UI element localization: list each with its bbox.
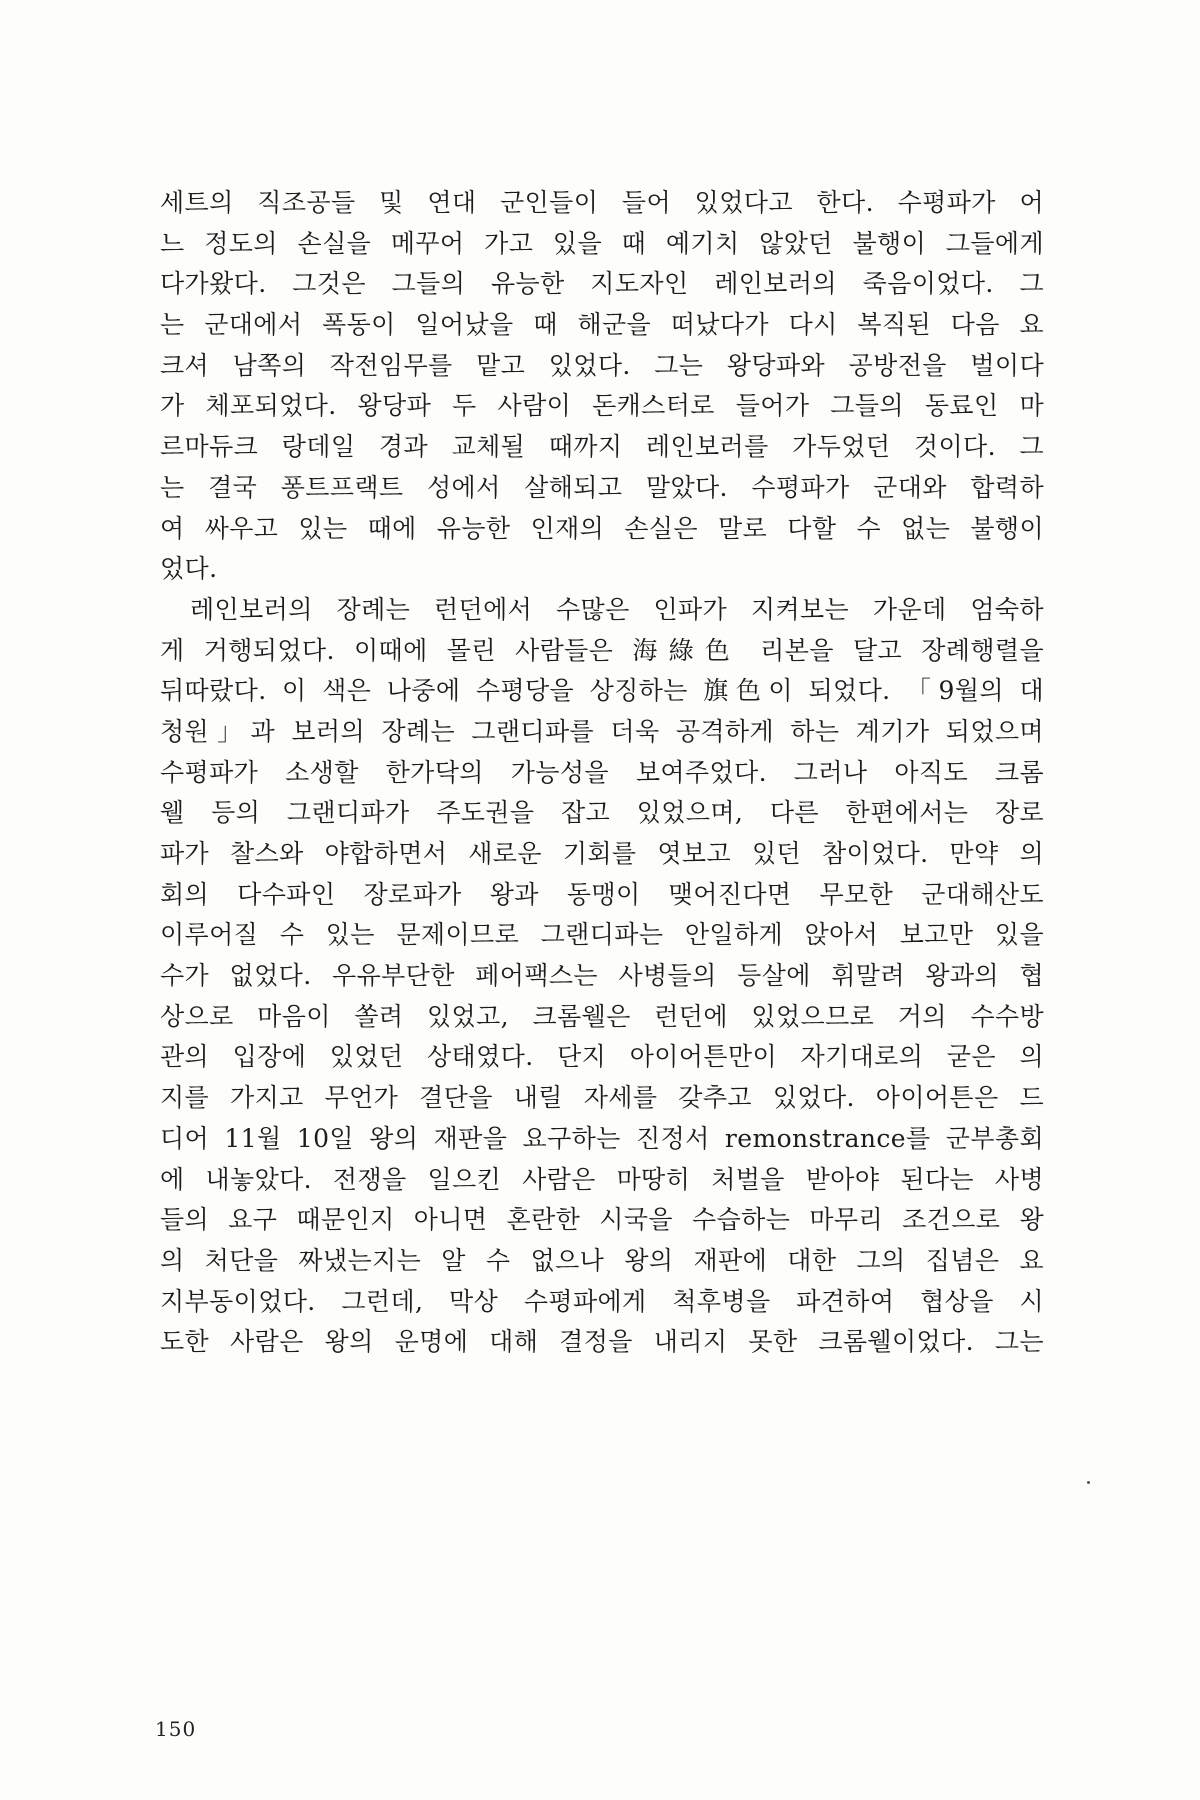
text-line: 뒤따랐다. 이 색은 나중에 수평당을 상징하는 旗色이 되었다. 「9월의 대	[160, 676, 1044, 706]
text-line: 수평파가 소생할 한가닥의 가능성을 보여주었다. 그러나 아직도 크롬	[160, 757, 1044, 787]
text-line: 는 군대에서 폭동이 일어났을 때 해군을 떠났다가 다시 복직된 다음 요	[160, 310, 1044, 340]
text-line: 느 정도의 손실을 메꾸어 가고 있을 때 예기치 않았던 불행이 그들에게	[160, 228, 1044, 258]
text-line: 디어 11월 10일 왕의 재판을 요구하는 진정서 remonstrance를 군부총회	[160, 1123, 1044, 1153]
text-line: 크셔 남쪽의 작전임무를 맡고 있었다. 그는 왕당파와 공방전을 벌이다	[160, 350, 1044, 380]
text-line: 레인보러의 장례는 런던에서 수많은 인파가 지켜보는 가운데 엄숙하	[190, 594, 1044, 624]
text-line: 지를 가지고 무언가 결단을 내릴 자세를 갖추고 있었다. 아이어튼은 드	[160, 1083, 1044, 1113]
scan-speck	[1087, 1481, 1090, 1484]
text-line: 수가 없었다. 우유부단한 페어팩스는 사병들의 등살에 휘말려 왕과의 협	[160, 961, 1044, 991]
text-line: 다가왔다. 그것은 그들의 유능한 지도자인 레인보러의 죽음이었다. 그	[160, 269, 1044, 299]
text-line: 이루어질 수 있는 문제이므로 그랜디파는 안일하게 앉아서 보고만 있을	[160, 920, 1044, 950]
text-line: 도한 사람은 왕의 운명에 대해 결정을 내리지 못한 크롬웰이었다. 그는	[160, 1327, 1044, 1357]
text-line: 웰 등의 그랜디파가 주도권을 잡고 있었으며, 다른 한편에서는 장로	[160, 798, 1044, 828]
text-line: 는 결국 퐁트프랙트 성에서 살해되고 말았다. 수평파가 군대와 합력하	[160, 472, 1044, 502]
text-line: 세트의 직조공들 및 연대 군인들이 들어 있었다고 한다. 수평파가 어	[160, 188, 1044, 217]
text-line: 회의 다수파인 장로파가 왕과 동맹이 맺어진다면 무모한 군대해산도	[160, 879, 1044, 909]
text-line: 파가 찰스와 야합하면서 새로운 기회를 엿보고 있던 참이었다. 만약 의	[160, 839, 1044, 868]
text-line: 청원」과 보러의 장례는 그랜디파를 더욱 공격하게 하는 계기가 되었으며	[160, 716, 1044, 746]
text-line: 여 싸우고 있는 때에 유능한 인재의 손실은 말로 다할 수 없는 불행이	[160, 513, 1044, 543]
text-line: 가 체포되었다. 왕당파 두 사람이 돈캐스터로 들어가 그들의 동료인 마	[160, 391, 1044, 421]
paragraph	[160, 183, 1044, 590]
text-line: 지부동이었다. 그런데, 막상 수평파에게 척후병을 파견하여 협상을 시	[160, 1286, 1044, 1316]
text-line: 의 처단을 짜냈는지는 알 수 없으나 왕의 재판에 대한 그의 집념은 요	[160, 1245, 1044, 1275]
text-line: 관의 입장에 있었던 상태였다. 단지 아이어튼만이 자기대로의 굳은 의	[160, 1042, 1044, 1072]
text-line: 들의 요구 때문인지 아니면 혼란한 시국을 수습하는 마무리 조건으로 왕	[160, 1205, 1044, 1235]
page-number: 150	[155, 1717, 197, 1741]
text-line: 르마듀크 랑데일 경과 교체될 때까지 레인보러를 가두었던 것이다. 그	[160, 432, 1044, 462]
text-line: 상으로 마음이 쏠려 있었고, 크롬웰은 런던에 있었으므로 거의 수수방	[160, 1001, 1044, 1031]
text-line: 게 거행되었다. 이때에 몰린 사람들은 海綠色 리본을 달고 장례행렬을	[160, 635, 1044, 665]
body-text	[160, 183, 1044, 1363]
text-line: 에 내놓았다. 전쟁을 일으킨 사람은 마땅히 처벌을 받아야 된다는 사병	[160, 1164, 1044, 1194]
paragraph	[160, 590, 1044, 1363]
text-line: 었다.	[160, 554, 218, 584]
